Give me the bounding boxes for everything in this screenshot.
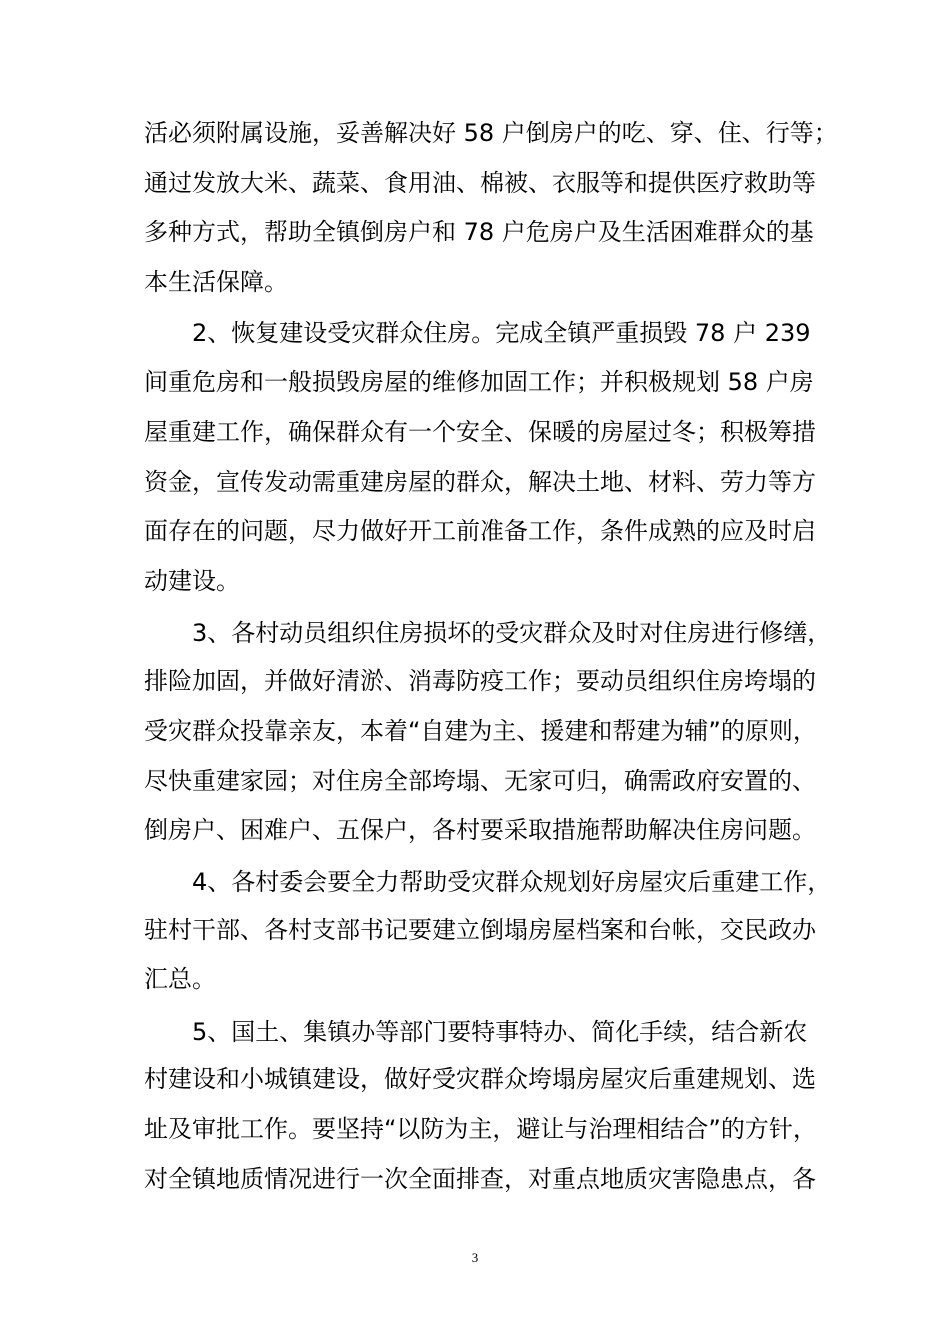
body-text-line: 驻村干部、各村支部书记要建立倒塌房屋档案和台帐，交民政办: [144, 916, 816, 944]
body-text-line: 汇总。: [144, 965, 216, 993]
body-text-line: 资金，宣传发动需重建房屋的群众，解决土地、材料、劳力等方: [144, 468, 816, 496]
paragraph-first-line: 4、各村委会要全力帮助受灾群众规划好房屋灾后重建工作，: [192, 868, 832, 896]
page-number: 3: [471, 1250, 479, 1265]
body-text-line: 动建设。: [144, 567, 240, 595]
body-text-line: 址及审批工作。要坚持“以防为主，避让与治理相结合”的方针，: [144, 1115, 817, 1143]
body-text-line: 对全镇地质情况进行一次全面排查，对重点地质灾害隐患点，各: [144, 1165, 816, 1193]
body-text-line: 活必须附属设施，妥善解决好 58 户倒房户的吃、穿、住、行等；: [144, 119, 838, 147]
body-text-line: 间重危房和一般损毁房屋的维修加固工作；并积极规划 58 户房: [144, 368, 814, 396]
body-text-line: 村建设和小城镇建设，做好受灾群众垮塌房屋灾后重建规划、选: [144, 1065, 816, 1093]
body-text-line: 面存在的问题，尽力做好开工前准备工作，条件成熟的应及时启: [144, 517, 816, 545]
paragraph-first-line: 3、各村动员组织住房损坏的受灾群众及时对住房进行修缮，: [192, 619, 832, 647]
body-text-line: 排险加固，并做好清淤、消毒防疫工作；要动员组织住房垮塌的: [144, 667, 816, 695]
body-text-line: 倒房户、困难户、五保户，各村要采取措施帮助解决住房问题。: [144, 816, 816, 844]
body-text-line: 受灾群众投靠亲友，本着“自建为主、援建和帮建为辅”的原则，: [144, 717, 817, 745]
paragraph-first-line: 2、恢复建设受灾群众住房。完成全镇严重损毁 78 户 239: [192, 319, 811, 347]
body-text-line: 屋重建工作，确保群众有一个安全、保暖的房屋过冬；积极筹措: [144, 418, 816, 446]
body-text-line: 尽快重建家园；对住房全部垮塌、无家可归，确需政府安置的、: [144, 767, 816, 795]
paragraph-first-line: 5、国土、集镇办等部门要特事特办、简化手续，结合新农: [192, 1018, 808, 1046]
body-text-line: 本生活保障。: [144, 268, 288, 296]
body-text-line: 多种方式，帮助全镇倒房户和 78 户危房户及生活困难群众的基: [144, 218, 814, 246]
body-text-line: 通过发放大米、蔬菜、食用油、棉被、衣服等和提供医疗救助等: [144, 169, 816, 197]
